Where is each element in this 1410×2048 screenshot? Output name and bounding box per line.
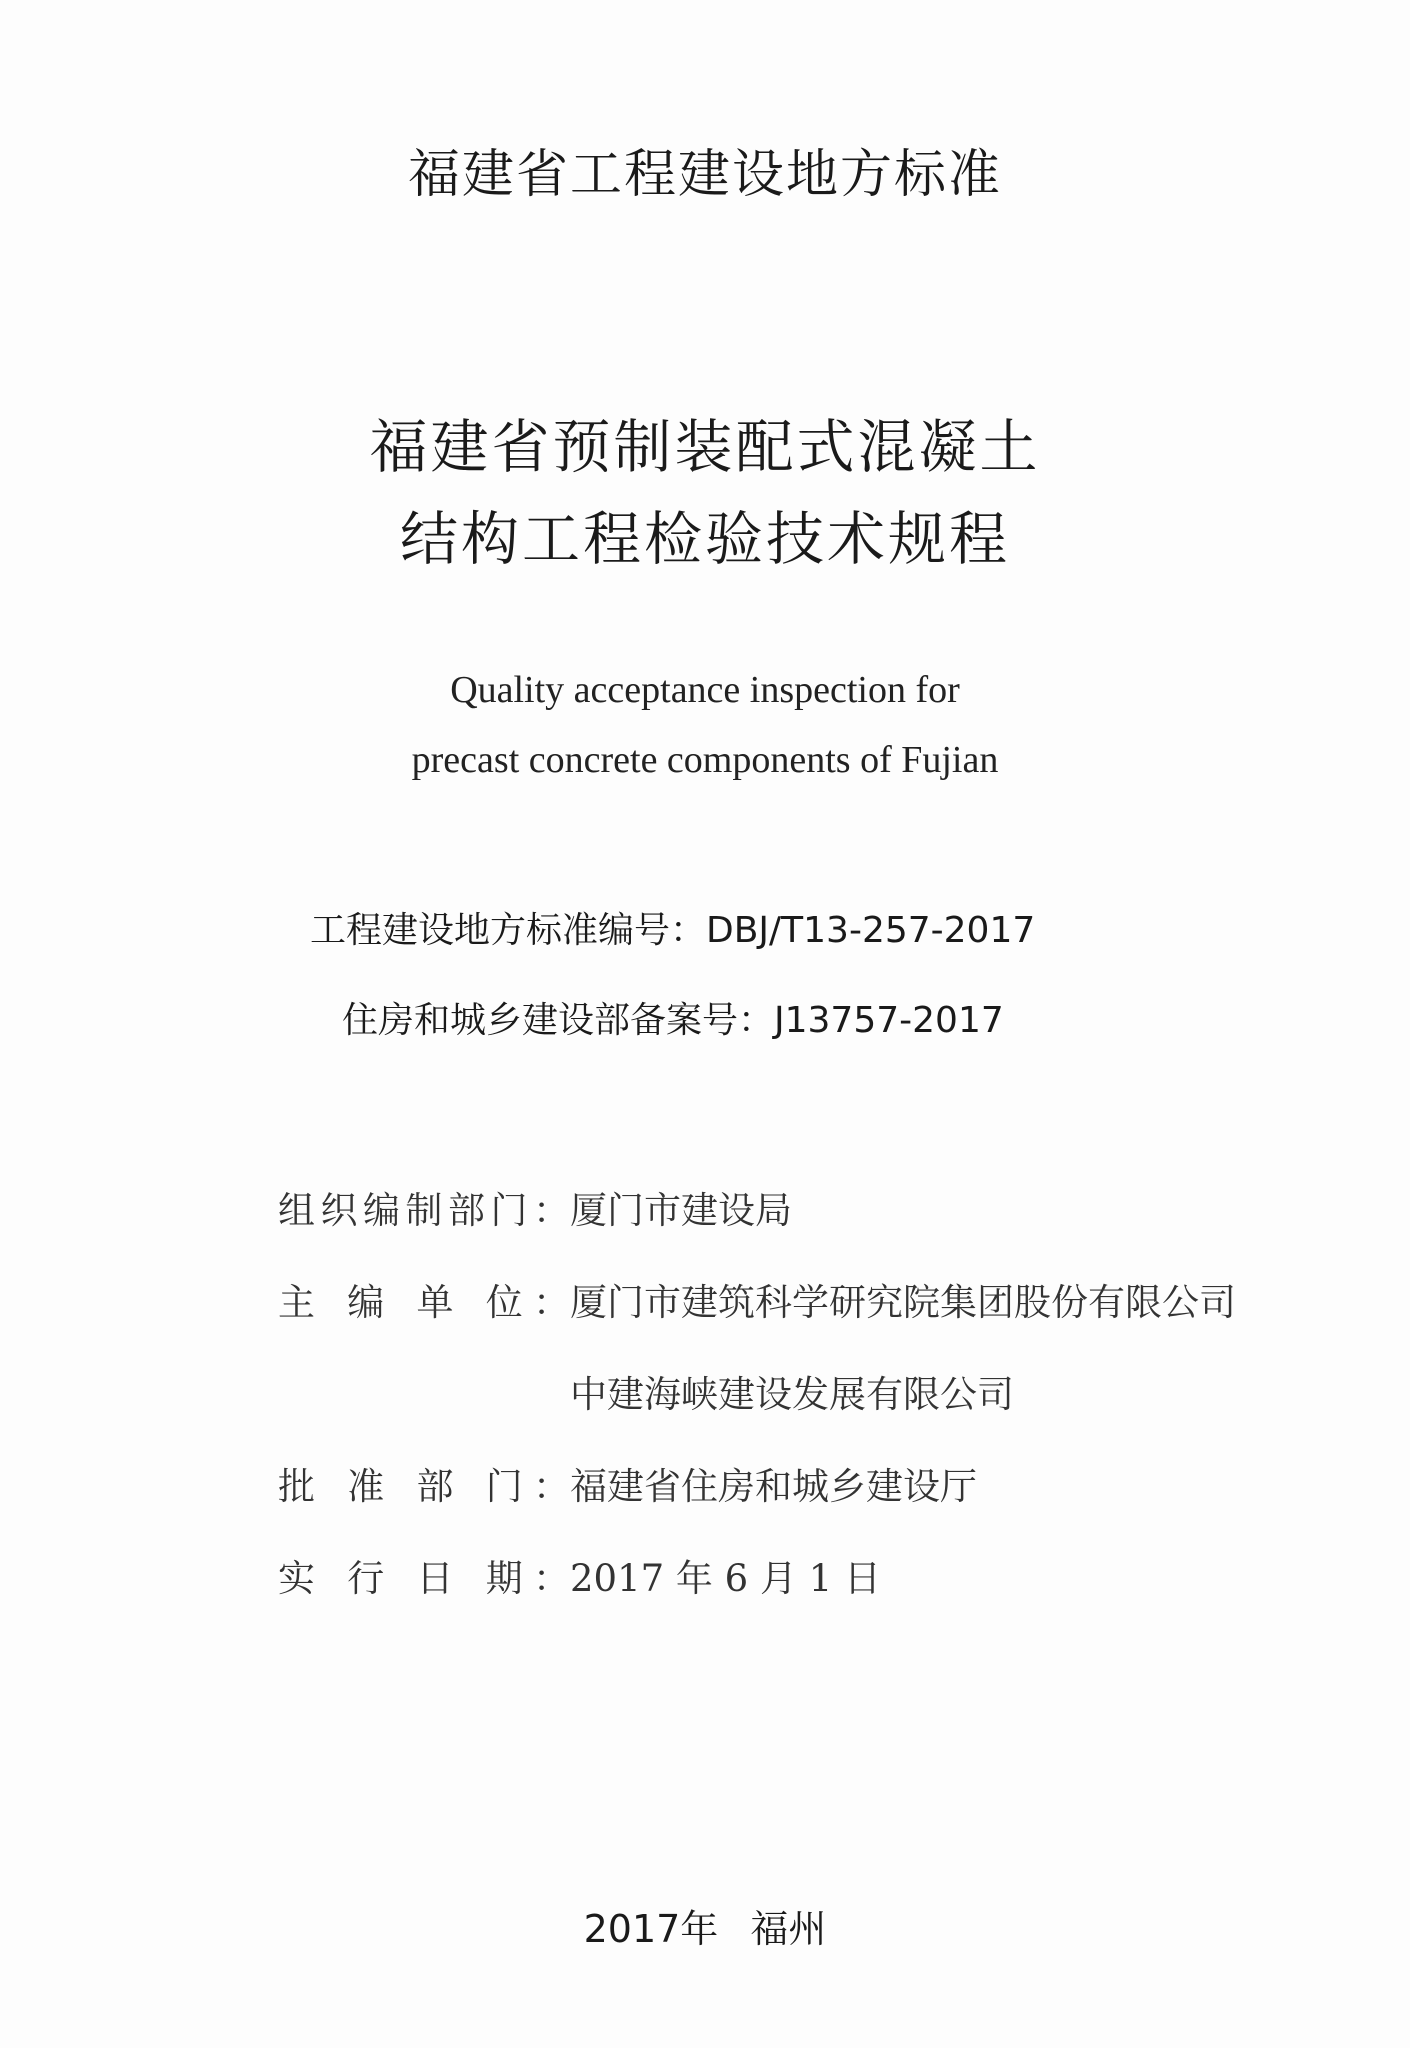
publication-year-place: 2017年 福州 — [583, 1907, 827, 1951]
organizer-value: 厦门市建设局 — [570, 1189, 792, 1232]
document-title-line-1: 福建省预制装配式混凝土 — [369, 413, 1041, 481]
approver-label: 批 准 部 门： — [278, 1465, 570, 1508]
standard-series-heading: 福建省工程建设地方标准 — [407, 145, 1002, 205]
record-number: 住房和城乡建设部备案号：J13757-2017 — [342, 1000, 1004, 1041]
organizer-row — [278, 1180, 792, 1234]
effective-date-row — [278, 1548, 881, 1602]
document-title-line-2: 结构工程检验技术规程 — [399, 505, 1010, 573]
effective-date-label: 实 行 日 期： — [278, 1557, 570, 1600]
english-title-line-1: Quality acceptance inspection for — [450, 669, 960, 711]
chief-editor-value-1: 厦门市建筑科学研究院集团股份有限公司 — [570, 1281, 1236, 1324]
chief-editor-row — [278, 1272, 1236, 1326]
approver-value: 福建省住房和城乡建设厅 — [570, 1465, 977, 1508]
chief-editor-value-2: 中建海峡建设发展有限公司 — [570, 1373, 1014, 1416]
chief-editor-label: 主 编 单 位： — [278, 1281, 570, 1324]
english-title-line-2: precast concrete components of Fujian — [411, 739, 999, 781]
standard-number: 工程建设地方标准编号：DBJ/T13-257-2017 — [310, 910, 1036, 951]
approver-row — [278, 1456, 977, 1510]
effective-date-value: 2017 年 6 月 1 日 — [570, 1557, 882, 1600]
chief-editor-row-2 — [570, 1364, 1014, 1418]
organizer-label: 组织编制部门： — [278, 1189, 570, 1232]
